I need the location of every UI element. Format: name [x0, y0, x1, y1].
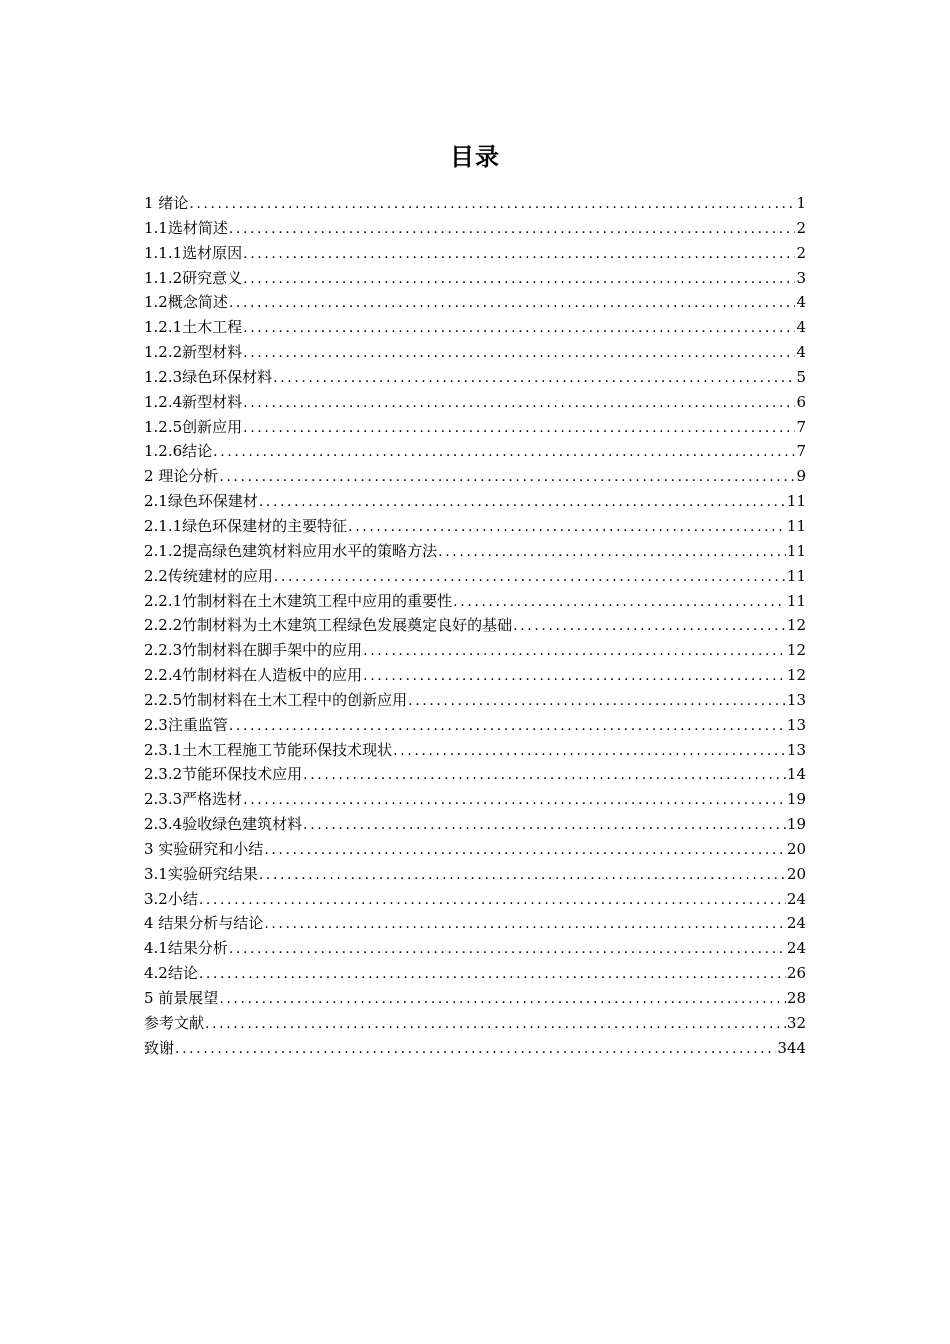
toc-entry [144, 415, 806, 440]
toc-leader-dots [229, 714, 786, 738]
toc-entry-page: 13 [786, 740, 806, 759]
toc-leader-dots [438, 540, 786, 564]
toc-leader-dots [205, 1012, 786, 1036]
toc-entry-page: 19 [786, 790, 806, 809]
toc-entry-page: 2 [796, 243, 806, 262]
toc-leader-dots [408, 689, 786, 713]
toc-entry-label: 2.1.1绿色环保建材的主要特征 [144, 516, 348, 535]
toc-entry-label: 4.1结果分析 [144, 939, 228, 958]
toc-leader-dots [213, 440, 795, 464]
toc-entry-page: 1 [796, 194, 806, 212]
toc-entry-label: 5 前景展望 [144, 989, 219, 1007]
toc-entry-label: 1.2.4新型材料 [144, 392, 243, 411]
toc-entry [144, 365, 806, 390]
toc-entry-label: 2.2.4竹制材料在人造板中的应用 [144, 666, 363, 685]
toc-entry [144, 191, 806, 216]
toc-entry [144, 589, 806, 614]
toc-entry [144, 390, 806, 415]
toc-entry-page: 24 [786, 914, 806, 933]
toc-leader-dots [259, 863, 786, 887]
toc-leader-dots [393, 739, 786, 763]
toc-entry [144, 936, 806, 961]
toc-entry [144, 539, 806, 564]
toc-entry-page: 19 [786, 815, 806, 834]
toc-leader-dots [274, 565, 786, 589]
toc-entry-page: 24 [786, 889, 806, 908]
toc-entry [144, 613, 806, 638]
toc-entry [144, 489, 806, 514]
toc-list [144, 191, 806, 1061]
toc-entry-label: 2.3.4验收绿色建筑材料 [144, 815, 303, 834]
toc-entry [144, 439, 806, 464]
toc-entry-label: 3.1实验研究结果 [144, 864, 258, 883]
toc-entry-label: 参考文献 [144, 1013, 205, 1032]
toc-leader-dots [363, 664, 786, 688]
toc-entry-page: 3 [796, 268, 806, 287]
toc-entry-label: 1.2.5创新应用 [144, 417, 243, 436]
toc-entry-page: 12 [786, 616, 806, 635]
toc-leader-dots [453, 590, 786, 614]
toc-entry-label: 2 理论分析 [144, 467, 219, 486]
toc-entry-label: 2.3注重监管 [144, 715, 228, 734]
toc-entry-page: 344 [777, 1038, 806, 1057]
toc-entry-page: 5 [796, 367, 806, 386]
toc-entry-page: 4 [796, 293, 806, 312]
toc-entry-page: 13 [786, 715, 806, 734]
toc-leader-dots [199, 962, 786, 986]
toc-entry [144, 862, 806, 887]
toc-entry-page: 11 [786, 516, 806, 535]
toc-entry-label: 2.1.2提高绿色建筑材料应用水平的策略方法 [144, 541, 438, 560]
toc-entry-page: 24 [786, 939, 806, 958]
toc-entry-page: 26 [786, 964, 806, 983]
toc-entry [144, 663, 806, 688]
toc-entry-page: 4 [796, 318, 806, 337]
toc-entry [144, 1011, 806, 1036]
toc-entry [144, 464, 806, 489]
toc-entry-label: 2.3.2节能环保技术应用 [144, 765, 303, 784]
toc-leader-dots [243, 316, 795, 340]
toc-entry [144, 216, 806, 241]
toc-entry-page: 28 [786, 989, 806, 1007]
toc-leader-dots [229, 217, 796, 241]
toc-entry [144, 340, 806, 365]
toc-entry [144, 812, 806, 837]
toc-leader-dots [264, 912, 786, 936]
toc-entry-page: 6 [796, 392, 806, 411]
toc-leader-dots [229, 937, 786, 961]
toc-entry-label: 1.1.1选材原因 [144, 243, 243, 262]
toc-entry-page: 13 [786, 690, 806, 709]
toc-entry-label: 2.2.1竹制材料在土木建筑工程中应用的重要性 [144, 591, 453, 610]
toc-leader-dots [219, 987, 786, 1011]
toc-entry-label: 致谢 [144, 1038, 175, 1057]
toc-entry [144, 762, 806, 787]
toc-entry-label: 2.2.2竹制材料为土木建筑工程绿色发展奠定良好的基础 [144, 616, 513, 635]
toc-entry-label: 2.2传统建材的应用 [144, 566, 273, 585]
toc-entry-page: 7 [796, 442, 806, 461]
toc-entry [144, 315, 806, 340]
toc-entry-page: 12 [786, 666, 806, 685]
toc-leader-dots [243, 391, 795, 415]
toc-leader-dots [264, 838, 786, 862]
toc-entry [144, 787, 806, 812]
toc-leader-dots [243, 416, 795, 440]
toc-entry [144, 986, 806, 1011]
toc-entry-label: 2.3.1土木工程施工节能环保技术现状 [144, 740, 393, 759]
toc-entry-page: 2 [796, 218, 806, 237]
toc-entry-label: 1.1选材简述 [144, 218, 228, 237]
toc-leader-dots [348, 515, 786, 539]
toc-entry-page: 11 [786, 566, 806, 585]
toc-leader-dots [243, 788, 786, 812]
toc-entry-label: 2.2.5竹制材料在土木工程中的创新应用 [144, 690, 408, 709]
toc-leader-dots [259, 490, 786, 514]
toc-entry-label: 1.2.6结论 [144, 442, 213, 461]
toc-entry-label: 3 实验研究和小结 [144, 839, 264, 858]
toc-entry [144, 961, 806, 986]
toc-entry [144, 887, 806, 912]
toc-entry [144, 266, 806, 291]
toc-entry [144, 688, 806, 713]
toc-leader-dots [303, 763, 786, 787]
toc-leader-dots [189, 192, 795, 216]
toc-leader-dots [513, 614, 786, 638]
toc-entry-label: 2.2.3竹制材料在脚手架中的应用 [144, 641, 363, 660]
toc-entry-page: 11 [786, 492, 806, 511]
toc-entry [144, 638, 806, 663]
toc-entry [144, 290, 806, 315]
toc-entry [144, 1036, 806, 1061]
toc-entry [144, 911, 806, 936]
toc-leader-dots [243, 267, 795, 291]
toc-entry-label: 1.2.2新型材料 [144, 343, 243, 362]
toc-entry-label: 1.2.3绿色环保材料 [144, 367, 273, 386]
toc-entry-page: 9 [796, 467, 806, 486]
toc-leader-dots [303, 813, 786, 837]
toc-entry [144, 514, 806, 539]
toc-entry-label: 2.3.3严格选材 [144, 790, 243, 809]
toc-entry [144, 837, 806, 862]
toc-entry-label: 1.2.1土木工程 [144, 318, 243, 337]
toc-leader-dots [273, 366, 795, 390]
toc-leader-dots [243, 341, 795, 365]
toc-entry [144, 564, 806, 589]
toc-entry-page: 14 [786, 765, 806, 784]
page-title: 目录 [450, 143, 500, 171]
toc-leader-dots [199, 888, 786, 912]
toc-entry-page: 12 [786, 641, 806, 660]
toc-leader-dots [243, 242, 795, 266]
toc-entry [144, 713, 806, 738]
toc-entry-page: 4 [796, 343, 806, 362]
toc-entry-page: 32 [786, 1013, 806, 1032]
toc-leader-dots [229, 291, 796, 315]
toc-entry-label: 2.1绿色环保建材 [144, 492, 258, 511]
toc-entry-label: 1.1.2研究意义 [144, 268, 243, 287]
toc-entry-page: 20 [786, 864, 806, 883]
toc-entry-page: 11 [786, 591, 806, 610]
toc-entry-page: 7 [796, 417, 806, 436]
toc-entry [144, 241, 806, 266]
toc-leader-dots [175, 1037, 776, 1061]
toc-entry-label: 3.2小结 [144, 889, 198, 908]
toc-entry-label: 1 绪论 [144, 194, 189, 212]
toc-entry-label: 4 结果分析与结论 [144, 914, 264, 933]
toc-entry [144, 738, 806, 763]
toc-entry-label: 4.2结论 [144, 964, 198, 983]
toc-entry-page: 20 [786, 839, 806, 858]
toc-leader-dots [363, 639, 786, 663]
toc-entry-page: 11 [786, 541, 806, 560]
toc-entry-label: 1.2概念简述 [144, 293, 228, 312]
toc-leader-dots [219, 465, 795, 489]
